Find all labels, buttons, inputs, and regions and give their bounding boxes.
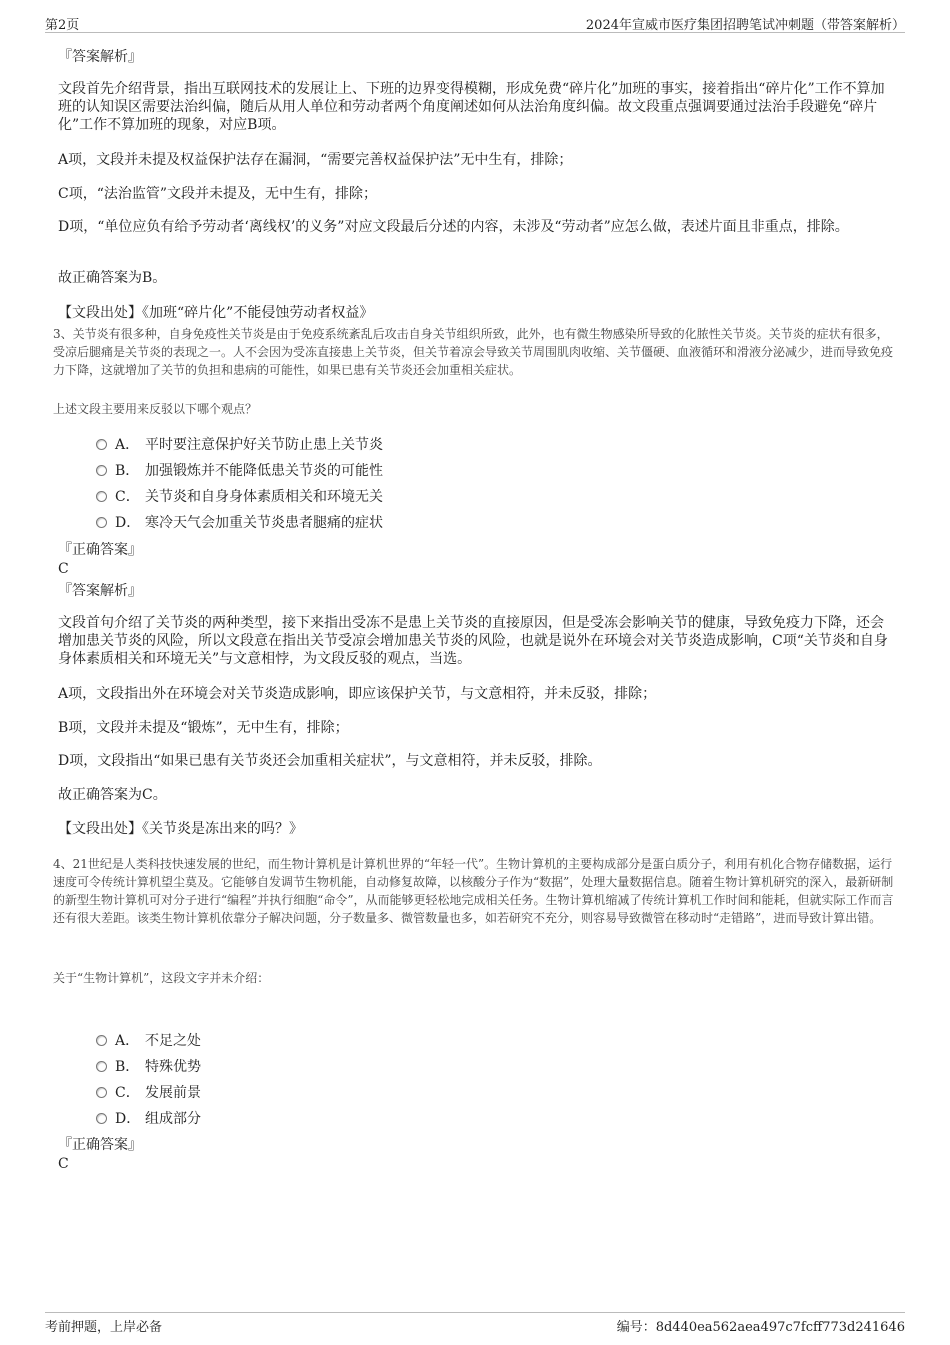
radio-icon[interactable] bbox=[96, 517, 107, 528]
radio-icon[interactable] bbox=[96, 1087, 107, 1098]
q2-analysis-title: 『答案解析』 bbox=[58, 49, 142, 65]
document-code: 编号：8d440ea562aea497c7fcff773d241646 bbox=[616, 1320, 905, 1335]
q3-stem: 3、关节炎有很多种，自身免疫性关节炎是由于免疫系统紊乱后攻击自身关节组织所致，此外，也有微生物感染所导致的化脓性关节炎。关节炎的症状有很多，受凉后腿痛是关节炎的表现之一。人不会因为受冻直接患上关节炎，但关节着凉会导致关节周围肌肉收缩、关节僵硬、血液循环和滑液分泌减少，进而导致免疫力下降，这就增加了关节的负担和患病的可能性，如果已患有关节炎还会加重相关症状。 bbox=[53, 327, 894, 377]
q4-answer: C bbox=[58, 1156, 69, 1172]
q2-note-d: D项，“单位应负有给予劳动者‘离线权’的义务”对应文段最后分述的内容，未涉及“劳动者”应怎么做，表述片面且非重点，排除。 bbox=[58, 219, 849, 235]
q3-answer: C bbox=[58, 561, 69, 577]
q3-question: 上述文段主要用来反驳以下哪个观点？ bbox=[53, 402, 258, 416]
q3-note-d: D项，文段指出“如果已患有关节炎还会加重相关症状”，与文意相符，并未反驳，排除。 bbox=[58, 753, 602, 769]
radio-icon[interactable] bbox=[96, 491, 107, 502]
q4-option-b[interactable]: B． 特殊优势 bbox=[96, 1058, 201, 1076]
document-title: 2024年宣威市医疗集团招聘笔试冲刺题（带答案解析） bbox=[585, 18, 905, 33]
q3-note-a: A项，文段指出外在环境会对关节炎造成影响，即应该保护关节，与文意相符，并未反驳，排除； bbox=[58, 686, 657, 702]
q4-option-a[interactable]: A． 不足之处 bbox=[96, 1032, 201, 1050]
q3-analysis-body: 文段首句介绍了关节炎的两种类型，接下来指出受冻不是患上关节炎的直接原因，但是受冻会影响关节的健康，导致免疫力下降，还会增加患关节炎的风险，所以文段意在指出关节受凉会增加患关节炎的风险，也就是说外在环境会对关节炎造成影响，C项“关节炎和自身身体素质相关和环境无关”与文意相悖，为文段反驳的观点，当选。 bbox=[58, 615, 888, 667]
page-header bbox=[45, 14, 905, 33]
radio-icon[interactable] bbox=[96, 465, 107, 476]
q3-analysis-title: 『答案解析』 bbox=[58, 583, 142, 599]
page-number: 第2页 bbox=[45, 18, 80, 33]
q4-option-d[interactable]: D． 组成部分 bbox=[96, 1110, 201, 1128]
q3-option-a[interactable]: A． 平时要注意保护好关节防止患上关节炎 bbox=[96, 436, 383, 454]
radio-icon[interactable] bbox=[96, 1061, 107, 1072]
q3-conclusion: 故正确答案为C。 bbox=[58, 787, 167, 803]
q4-stem: 4、21世纪是人类科技快速发展的世纪，而生物计算机是计算机世界的“年轻一代”。生物计算机的主要构成部分是蛋白质分子，利用有机化合物存储数据，运行速度可令传统计算机望尘莫及。它能够自发调节生物机能，自动修复故障，以核酸分子作为“数据”，处理大量数据信息。随着生物计算机研究的深入，最新研制的新型生物计算机可对分子进行“编程”并执行细胞“命令”，从而能够更轻松地完成相关任务。生物计算机缩减了传统计算机工作时间和能耗，但就实际工作而言还有很大差距。该类生物计算机依靠分子解决问题，分子数量多、微管数量也多，如若研究不充分，则容易导致微管在移动时“走错路”，进而导致计算出错。 bbox=[53, 857, 894, 925]
q4-question: 关于“生物计算机”，这段文字并未介绍： bbox=[53, 971, 270, 985]
q2-source: 【文段出处】《加班“碎片化”不能侵蚀劳动者权益》 bbox=[58, 305, 374, 321]
q3-source: 【文段出处】《关节炎是冻出来的吗？》 bbox=[58, 821, 303, 837]
page-footer bbox=[45, 1312, 905, 1335]
q4-answer-title: 『正确答案』 bbox=[58, 1137, 142, 1153]
q2-conclusion: 故正确答案为B。 bbox=[58, 270, 167, 286]
q2-analysis-body: 文段首先介绍背景，指出互联网技术的发展让上、下班的边界变得模糊，形成免费“碎片化”加班的事实，接着指出“碎片化”工作不算加班的认知误区需要法治纠偏，随后从用人单位和劳动者两个角度阐述如何从法治角度纠偏。故文段重点强调要通过法治手段避免“碎片化”工作不算加班的现象，对应B项。 bbox=[58, 81, 885, 133]
footer-slogan: 考前押题，上岸必备 bbox=[45, 1320, 163, 1335]
q3-option-b[interactable]: B． 加强锻炼并不能降低患关节炎的可能性 bbox=[96, 462, 383, 480]
q2-note-c: C项，“法治监管”文段并未提及，无中生有，排除； bbox=[58, 186, 378, 202]
q2-note-a: A项，文段并未提及权益保护法存在漏洞，“需要完善权益保护法”无中生有，排除； bbox=[58, 152, 573, 168]
radio-icon[interactable] bbox=[96, 1035, 107, 1046]
q3-note-b: B项，文段并未提及“锻炼”，无中生有，排除； bbox=[58, 720, 349, 736]
radio-icon[interactable] bbox=[96, 439, 107, 450]
q3-answer-title: 『正确答案』 bbox=[58, 542, 142, 558]
q3-option-d[interactable]: D． 寒冷天气会加重关节炎患者腿痛的症状 bbox=[96, 514, 383, 532]
q3-option-c[interactable]: C． 关节炎和自身身体素质相关和环境无关 bbox=[96, 488, 383, 506]
q4-option-c[interactable]: C． 发展前景 bbox=[96, 1084, 201, 1102]
radio-icon[interactable] bbox=[96, 1113, 107, 1124]
